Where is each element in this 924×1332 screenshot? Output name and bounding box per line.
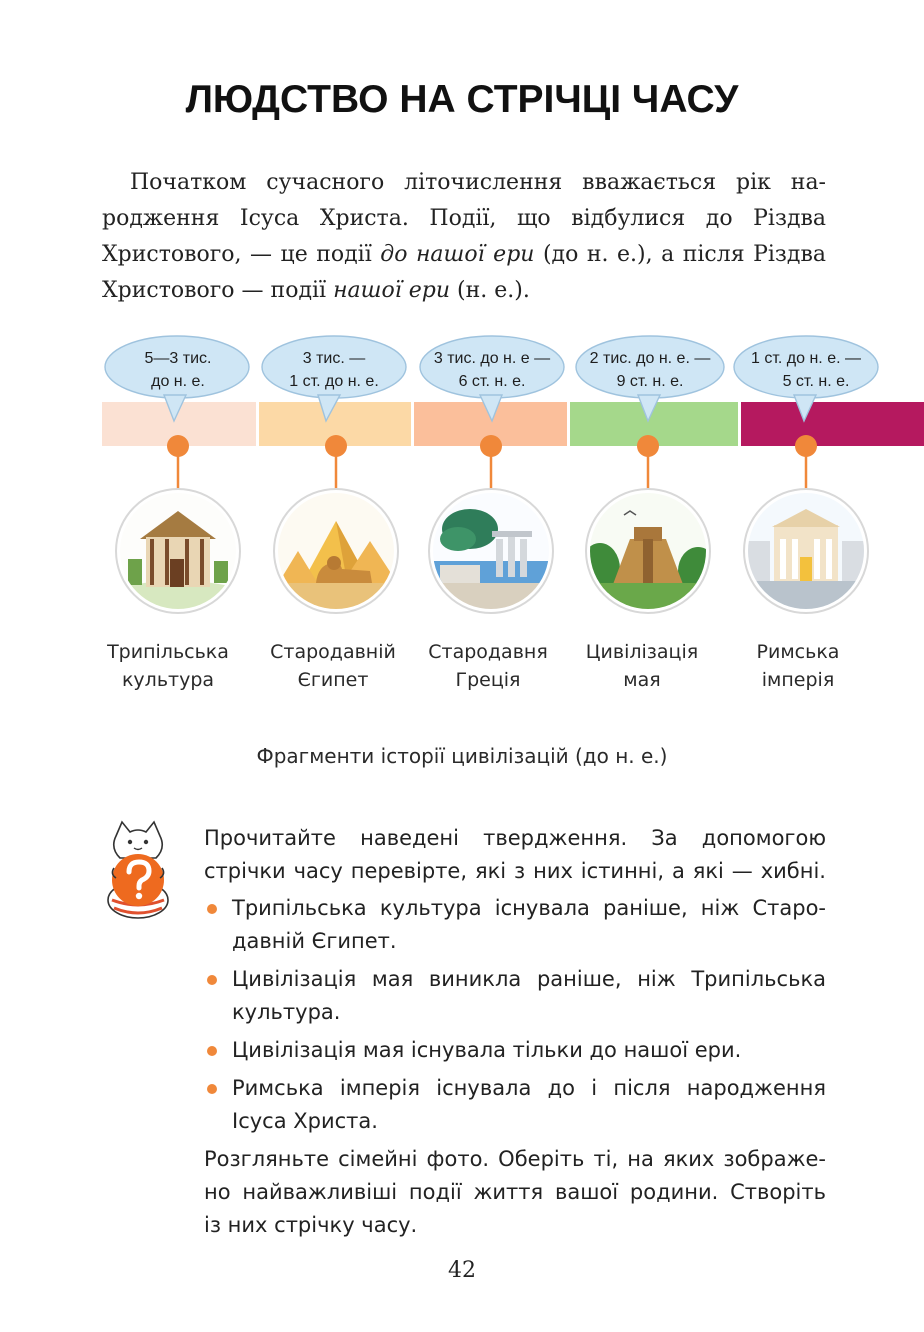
task-text: із них стрічку часу. [204,1213,418,1237]
intro-line: Христового — події нашої ери (н. е.). [102,278,530,303]
statement-item: Трипільська культура існувала раніше, ніж Старо- давній Єгипет. [204,892,826,958]
intro-line: Христового, — це події до нашої ери (до н. е.), а після Різдва [102,242,826,267]
task-block [204,822,826,1242]
bubble-text: до н. е. [151,373,205,390]
period-marker [795,435,817,457]
bubble-text: 5 ст. н. е. [782,373,850,390]
period-marker [167,435,189,457]
task-text: но найважливіші події життя вашої родини. Створіть [204,1180,826,1204]
bubble-text: 5—3 тис. [144,350,212,367]
civilization-label: Трипільська культура [107,641,229,691]
bubble-text: 1 ст. до н. е. [289,373,379,390]
intro-line: родження Ісуса Христа. Події, що відбулися до Різдва [102,206,826,231]
bubble-text: 1 ст. до н. е. — [751,350,861,367]
page-title: ЛЮДСТВО НА СТРІЧЦІ ЧАСУ [185,78,739,121]
task-text: стрічки часу перевірте, які з них істинні, а які — хибні. [204,859,826,883]
bubble-text: 3 тис. — [302,350,366,367]
civilization-label: Стародавня Греція [428,641,548,691]
egypt-pyramids-illustration [270,489,410,613]
maya-pyramid-illustration [580,489,724,613]
rome-building-illustration [740,489,880,613]
period-marker [637,435,659,457]
civilization-label: Цивілізація мая [585,641,699,691]
bubble-text: 2 тис. до н. е. — [589,350,711,367]
civilization-label: Римська імперія [756,641,840,691]
greece-ruins-illustration [425,489,565,613]
cat-question-icon [100,818,176,922]
civilization-labels [0,638,924,698]
band-segment-rome [741,402,924,446]
italic-term: до нашої ери [380,242,535,267]
bubble-text: 3 тис. до н. е — [433,350,551,367]
intro-paragraph [102,165,826,309]
period-marker [325,435,347,457]
statement-item: Цивілізація мая виникла раніше, ніж Трипільська культура. [204,963,826,1029]
task-text: Прочитайте наведені твердження. За допомогою [204,826,826,850]
figure-caption: Фрагменти історії цивілізацій (до н. е.) [256,744,668,768]
period-marker [480,435,502,457]
page-number: 42 [448,1258,476,1283]
intro-line: Початком сучасного літочислення вважається рік на- [130,170,826,195]
timeline [0,325,924,625]
statement-list [204,892,826,1138]
bubble-text: 6 ст. н. е. [458,373,526,390]
statement-item: Римська імперія існувала до і після народження Ісуса Христа. [204,1072,826,1138]
task-text: Розгляньте сімейні фото. Оберіть ті, на яких зображе- [204,1147,826,1171]
statement-item: Цивілізація мая існувала тільки до нашої ери. [204,1034,826,1067]
bubble-text: 9 ст. н. е. [616,373,684,390]
civilization-label: Стародавній Єгипет [270,641,396,691]
tripillia-house-illustration [108,489,250,613]
italic-term: нашої ери [333,278,451,303]
